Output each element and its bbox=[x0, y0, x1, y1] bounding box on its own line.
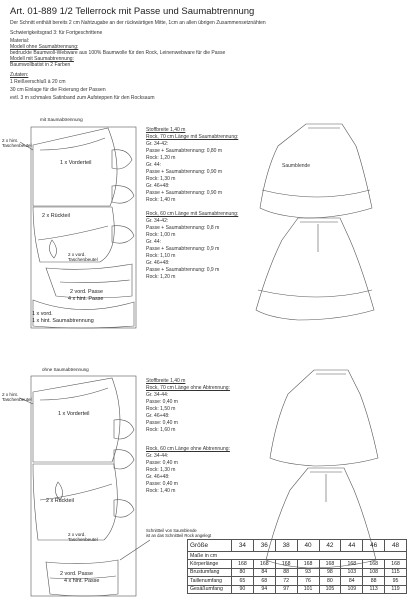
req-line: Passe: 0,40 m bbox=[146, 460, 178, 466]
page-title: Art. 01-889 1/2 Tellerrock mit Passe und Saumabtrennung bbox=[10, 6, 255, 17]
table-row bbox=[188, 568, 407, 576]
intro-line-1: Der Schnitt enthält bereits 2 cm Nahtzugabe an der rückwärtigen Mitte, 1cm an allen übrigen Zusammensetznähten bbox=[10, 20, 266, 26]
size-subheader-cell: Maße in cm bbox=[188, 552, 232, 560]
label-hint-passe: 4 x hint. Passe bbox=[68, 296, 104, 302]
table-cell: 101 bbox=[297, 585, 319, 593]
pocket-piece bbox=[49, 240, 56, 258]
size-header-cell: 46 bbox=[363, 540, 385, 552]
table-cell: 103 bbox=[341, 568, 363, 576]
table-cell: 168 bbox=[253, 560, 275, 568]
rock70-heading-bottom: Rock, 70 cm Länge ohne Abtrennung: bbox=[146, 385, 230, 391]
req-line: Rock: 1,50 m bbox=[146, 406, 176, 412]
table-cell: 168 bbox=[341, 560, 363, 568]
table-cell: 90 bbox=[232, 585, 254, 593]
material-heading: Material: bbox=[10, 38, 30, 44]
table-cell: 113 bbox=[363, 585, 385, 593]
layout-caption-bottom: ohne Saumabtrennung bbox=[42, 367, 89, 372]
note-saumblende: Schnittteil von Saumblende ist an das Schnittteil Rock angelegt bbox=[146, 528, 212, 538]
req-line: Gr. 46+48: bbox=[146, 413, 170, 419]
req-line: Gr. 34-44: bbox=[146, 453, 169, 459]
req-line: Rock: 1,00 m bbox=[146, 232, 176, 238]
req-line: Gr. 34-44: bbox=[146, 392, 169, 398]
req-line: Rock: 1,20 m bbox=[146, 274, 176, 280]
material-line-1: bedruckte Baumwoll-Webware aus 100% Baumwolle für den Rock, Leinenwebware für die Passe bbox=[10, 50, 226, 56]
table-cell: 119 bbox=[385, 585, 407, 593]
table-cell: 88 bbox=[275, 568, 297, 576]
req-line: Passe + Saumabtrennung: 0,9 m bbox=[146, 267, 220, 273]
table-cell: 168 bbox=[385, 560, 407, 568]
size-header-cell: 44 bbox=[341, 540, 363, 552]
skirt-back-illustration bbox=[256, 218, 374, 320]
label-rueckteil: 2 x Rückteil bbox=[42, 213, 70, 219]
row-label: Gesäßumfang bbox=[188, 585, 232, 593]
rock70-heading-top: Rock, 70 cm Länge mit Saumabtrennung: bbox=[146, 134, 239, 140]
table-cell: 98 bbox=[319, 568, 341, 576]
pocket-piece bbox=[112, 226, 134, 243]
size-table bbox=[187, 539, 407, 594]
stoffbreite-top: Stoffbreite 1,40 m bbox=[146, 127, 186, 133]
req-line: Passe + Saumabtrennung: 0,80 m bbox=[146, 148, 223, 154]
stoffbreite-bottom: Stoffbreite 1,40 m bbox=[146, 378, 186, 384]
table-row bbox=[188, 577, 407, 585]
table-cell: 108 bbox=[363, 568, 385, 576]
req-line: Rock: 1,30 m bbox=[146, 467, 176, 473]
req-line: Passe + Saumabtrennung: 0,90 m bbox=[146, 169, 223, 175]
table-cell: 168 bbox=[297, 560, 319, 568]
row-label: Brustumfang bbox=[188, 568, 232, 576]
label-vord-taschenbeutel: 2 x vord. Taschenbeutel bbox=[68, 532, 98, 543]
size-header-cell: 38 bbox=[275, 540, 297, 552]
row-label: Körperlänge bbox=[188, 560, 232, 568]
label-saumblende: Saumblende bbox=[282, 163, 311, 169]
req-line: Gr. 46+48: bbox=[146, 183, 170, 189]
table-cell: 109 bbox=[341, 585, 363, 593]
req-line: Gr. 46+48: bbox=[146, 260, 170, 266]
material-line-2: Baumwollbatist in 2 Farben bbox=[10, 62, 71, 68]
table-cell: 97 bbox=[275, 585, 297, 593]
size-header-cell: 48 bbox=[385, 540, 407, 552]
zutaten-heading: Zutaten: bbox=[10, 72, 29, 78]
req-line: Gr. 46+48: bbox=[146, 474, 170, 480]
table-cell: 105 bbox=[319, 585, 341, 593]
vorderteil-piece bbox=[33, 128, 117, 206]
req-line: Passe: 0,40 m bbox=[146, 399, 178, 405]
label-taschenbeutel-hint: 2 x hint. Taschenbeutel bbox=[2, 392, 32, 403]
rock60-heading-top: Rock, 60 cm Länge mit Saumabtrennung: bbox=[146, 211, 239, 217]
req-line: Passe + Saumabtrennung: 0,8 m bbox=[146, 225, 220, 231]
table-cell: 168 bbox=[319, 560, 341, 568]
table-cell: 93 bbox=[297, 568, 319, 576]
size-table-header bbox=[188, 540, 407, 552]
label-vord-passe: 2 vord. Passe bbox=[70, 289, 103, 295]
table-cell: 80 bbox=[232, 568, 254, 576]
size-header-cell: 36 bbox=[253, 540, 275, 552]
req-line: Gr. 44: bbox=[146, 239, 162, 245]
table-cell: 168 bbox=[275, 560, 297, 568]
size-table-subheader bbox=[188, 552, 407, 560]
zutaten-item: 30 cm Einlage für die Fixierung der Passen bbox=[10, 87, 106, 93]
table-row bbox=[188, 585, 407, 593]
req-line: Rock: 1,10 m bbox=[146, 253, 176, 259]
req-line: Rock: 1,30 m bbox=[146, 176, 176, 182]
pocket-piece bbox=[114, 420, 134, 439]
req-line: Passe: 0,40 m bbox=[146, 420, 178, 426]
zutaten-item: evtl. 3 m schmales Satinband zum Aufsteppen für den Rocksaum bbox=[10, 95, 155, 101]
label-vord-taschenbeutel: 2 x vord. Taschenbeutel bbox=[68, 252, 98, 263]
table-cell: 72 bbox=[275, 577, 297, 585]
table-cell: 84 bbox=[341, 577, 363, 585]
table-cell: 95 bbox=[385, 577, 407, 585]
label-vorderteil: 1 x Vorderteil bbox=[60, 160, 92, 166]
table-cell: 76 bbox=[297, 577, 319, 585]
skirt-front-illustration bbox=[270, 370, 378, 466]
table-cell: 68 bbox=[253, 577, 275, 585]
label-vord: 1 x vord. bbox=[32, 311, 53, 317]
size-header-cell: 42 bbox=[319, 540, 341, 552]
table-cell: 65 bbox=[232, 577, 254, 585]
table-cell: 84 bbox=[253, 568, 275, 576]
rock60-heading-bottom: Rock, 60 cm Länge ohne Abtrennung: bbox=[146, 446, 230, 452]
size-header-cell: 40 bbox=[297, 540, 319, 552]
req-line: Passe + Saumabtrennung: 0,9 m bbox=[146, 246, 220, 252]
zutaten-item: 1 Reißverschluß à 20 cm bbox=[10, 79, 66, 85]
layout-frame-bottom bbox=[31, 376, 136, 596]
intro-line-2: Schwierigkeitsgrad 3: für Fortgeschrittene bbox=[10, 30, 103, 36]
table-row bbox=[188, 560, 407, 568]
req-line: Rock: 1,60 m bbox=[146, 427, 176, 433]
skirt-front-illustration bbox=[260, 124, 372, 218]
table-cell: 80 bbox=[319, 577, 341, 585]
label-rueckteil: 2 x Rückteil bbox=[46, 498, 74, 504]
table-cell: 88 bbox=[363, 577, 385, 585]
row-label: Taillenumfang bbox=[188, 577, 232, 585]
req-line: Gr. 44: bbox=[146, 162, 162, 168]
vorderteil-piece bbox=[33, 378, 120, 462]
table-cell: 94 bbox=[253, 585, 275, 593]
req-line: Rock: 1,40 m bbox=[146, 488, 176, 494]
label-hint-passe: 4 x hint. Passe bbox=[64, 578, 100, 584]
table-cell: 168 bbox=[363, 560, 385, 568]
size-header-cell: 34 bbox=[232, 540, 254, 552]
req-line: Passe + Saumabtrennung: 0,90 m bbox=[146, 190, 223, 196]
req-line: Gr. 34-42: bbox=[146, 141, 169, 147]
table-cell: 115 bbox=[385, 568, 407, 576]
material-sub-1: Modell ohne Saumabtrennung: bbox=[10, 44, 79, 50]
material-sub-2: Modell mit Saumabtrennung: bbox=[10, 56, 74, 62]
label-vorderteil: 1 x Vorderteil bbox=[58, 411, 90, 417]
label-taschenbeutel-hint: 2 x hint. Taschenbeutel bbox=[2, 138, 32, 149]
table-cell: 168 bbox=[232, 560, 254, 568]
size-header-cell: Größe bbox=[188, 540, 232, 552]
req-line: Gr. 34-42: bbox=[146, 218, 169, 224]
req-line: Passe: 0,40 m bbox=[146, 481, 178, 487]
label-hint-saum: 1 x hint. Saumabtrennung bbox=[32, 318, 94, 324]
pocket-piece bbox=[114, 450, 134, 469]
layout-caption-top: mit Saumabtrennung bbox=[40, 117, 83, 122]
label-vord-passe: 2 vord. Passe bbox=[60, 571, 93, 577]
req-line: Rock: 1,20 m bbox=[146, 155, 176, 161]
req-line: Rock: 1,40 m bbox=[146, 197, 176, 203]
pocket-piece bbox=[112, 150, 132, 169]
